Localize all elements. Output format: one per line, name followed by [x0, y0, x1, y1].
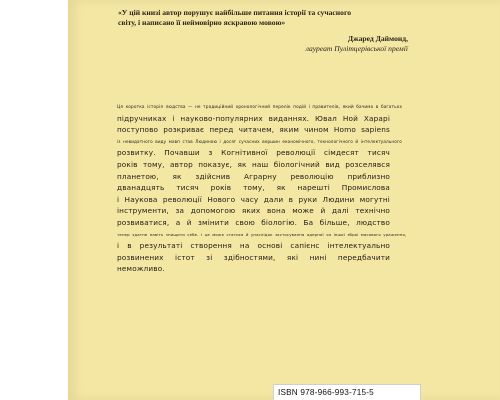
description-line: розвиватися, а й змінити свою біологію. Ба більше, людство: [117, 217, 390, 227]
description-line: тепер здатне навіть знищити себе. І це може статися й унаслідок застосування ядерної чи іншої зброї масового ураження,: [117, 231, 407, 237]
quote-author: Джаред Даймонд,: [347, 34, 408, 43]
description-line: неможливо.: [117, 264, 165, 274]
description-line: підручниках і науково-популярних виданнях. Ювал Ной Харарі: [117, 113, 390, 123]
description-line: дванадцять тисяч років тому, як нарешті Промислова: [117, 183, 390, 193]
description-line: розвинених істот зі здібностями, які нині передбачити: [117, 252, 390, 262]
description-line: і в результаті створення на основі сапієнс інтелектуально: [117, 241, 390, 251]
description-line: розвитку. Почавши з Когнітивної революції сімдесят тисяч: [117, 148, 390, 158]
blurb-quote-line: «У цій книзі автор порушує найбільше питання історії та сучасного: [118, 8, 351, 17]
blurb-quote-line: світу, і написано її неймовірно яскравою мовою»: [118, 18, 286, 27]
description-line: Ця коротка історія людства — не традиційний хронологічний перелік подій і правителів, який бачимо в багатьох: [117, 104, 403, 109]
isbn-label: [273, 384, 421, 400]
description-line: із невидатного виду мавп став Людиною і досяг сучасних вершин економічного, технологічного й інтелектуального: [117, 138, 402, 144]
book-description: [117, 101, 407, 275]
blurb-quote: [118, 8, 388, 28]
description-line: інструменти, за допомогою яких вона може й далі технічно: [117, 206, 390, 216]
description-line: планетою, як здійснив Аграрну революцію приблизно: [117, 171, 390, 181]
isbn-number: ISBN 978-966-993-715-5: [278, 388, 374, 397]
description-line: поступово розкриває перед читачем, яким чином Homo sapiens: [117, 125, 390, 135]
description-line: і Наукова революції Нового часу дали в руки Людини могутні: [117, 194, 390, 204]
description-line: років тому, автор показує, як наш біологічний вид розселявся: [117, 159, 390, 169]
quote-author-role: лауреат Пулітцерівської премії: [305, 44, 408, 53]
